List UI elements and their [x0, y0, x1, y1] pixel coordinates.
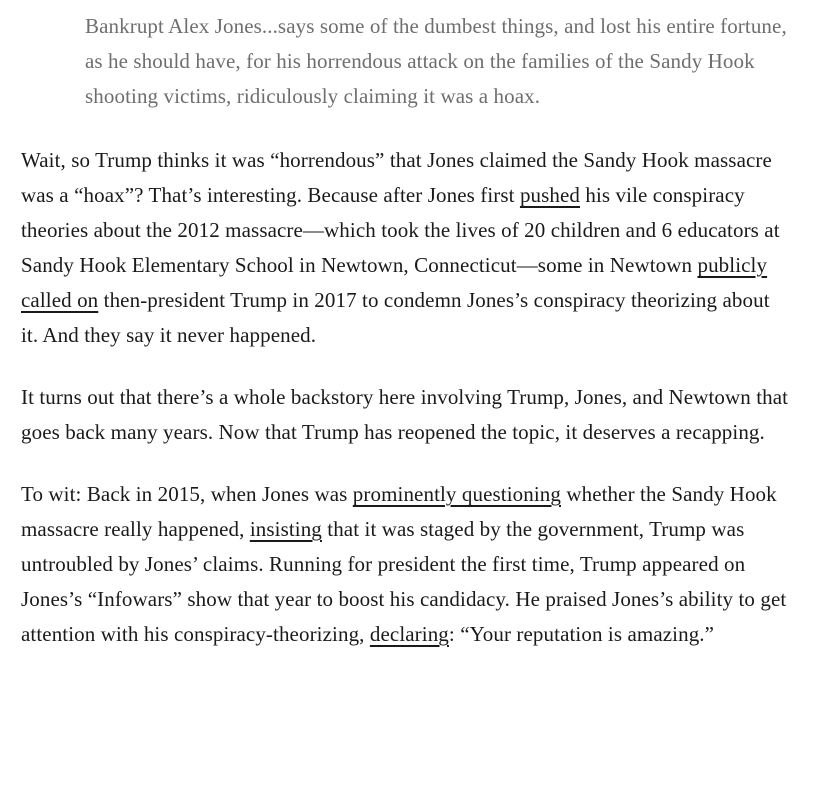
inline-link[interactable]: publicly called on [21, 253, 768, 312]
blockquote-text: Bankrupt Alex Jones...says some of the dumbest things, and lost his entire fortune, as he should have, for his horrendous attack on the families of the Sandy Hook shooting victims, ridiculously claiming it was a hoax. [85, 14, 787, 108]
inline-link[interactable]: declaring [369, 622, 449, 646]
paragraph [21, 477, 791, 652]
inline-link[interactable]: prominently questioning [352, 482, 561, 506]
inline-link[interactable]: pushed [519, 183, 581, 207]
paragraph-text: To wit: Back in 2015, when Jones was [21, 482, 353, 506]
paragraph [21, 143, 791, 353]
paragraph-text: his vile conspiracy theories about the 2012 massacre—which took the lives of 20 children and 6 educators at Sandy Hook Elementary School in Newtown, Connecticut—some in Newtown [21, 183, 780, 277]
blockquote [85, 9, 791, 114]
paragraph-text: : “Your reputation is amazing.” [448, 622, 715, 646]
inline-link[interactable]: insisting [249, 517, 322, 541]
paragraph-text: that it was staged by the government, Trump was untroubled by Jones’ claims. Running for president the first time, Trump appeared on Jones’s “Infowars” show that year to boost his candidacy. He praised Jones’s ability to get attention with his conspiracy-theorizing, [21, 517, 787, 646]
paragraph-text: Wait, so Trump thinks it was “horrendous” that Jones claimed the Sandy Hook massacre was a “hoax”? That’s interesting. Because after Jones first [21, 148, 772, 207]
paragraph-text: It turns out that there’s a whole backstory here involving Trump, Jones, and Newtown that goes back many years. Now that Trump has reopened the topic, it deserves a recapping. [21, 385, 789, 444]
paragraph-text: whether the Sandy Hook massacre really happened, [21, 482, 777, 541]
paragraph-text: then-president Trump in 2017 to condemn Jones’s conspiracy theorizing about it. And they say it never happened. [21, 288, 770, 347]
paragraph [21, 380, 791, 450]
paragraphs-container [21, 143, 791, 652]
